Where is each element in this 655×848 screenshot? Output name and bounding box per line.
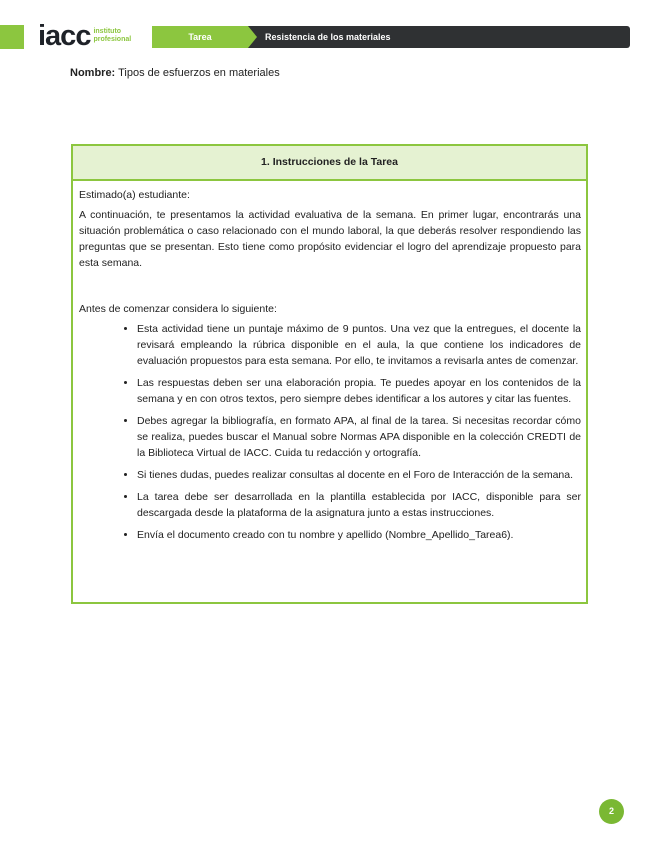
- list-item: • Debes agregar la bibliografía, en formato APA, al final de la tarea. Si necesitas recordar cómo se realiza, puedes buscar el Manual sobre Normas APA disponible en la colección CREDTI de la Biblioteca Virtual de IACC. Cuida tu redacción y ortografía.: [137, 413, 581, 461]
- nombre-label: Nombre:: [70, 67, 116, 79]
- logo-wordmark: iacc: [38, 20, 91, 52]
- list-item: • Esta actividad tiene un puntaje máximo de 9 puntos. Una vez que la entregues, el docente la revisará empleando la rúbrica disponible en el aula, la que contiene los indicadores de evaluación propuestos para esta semana. Por ello, te invitamos a revisarla antes de comenzar.: [137, 321, 581, 369]
- assignment-name: [70, 67, 280, 79]
- iacc-logo: [38, 22, 131, 50]
- intro-paragraph: A continuación, te presentamos la actividad evaluativa de la semana. En primer lugar, encontrarás una situación problemática o caso relacionado con el mundo laboral, la que deberás resolver respondiendo las preguntas que se presentan. Esto tiene como propósito evidenciar el logro del aprendizaje propuesto para esta semana.: [79, 209, 581, 269]
- instructions-box: [71, 144, 588, 604]
- list-item: • Las respuestas deben ser una elaboración propia. Te puedes apoyar en los contenidos de la semana y en con otros textos, pero siempre debes identificar a los autores y citar las fuentes.: [137, 375, 581, 407]
- course-title: Resistencia de los materiales: [265, 32, 391, 42]
- instructions-body: [73, 181, 586, 543]
- logo-sub-line-2: profesional: [93, 36, 132, 43]
- header-green-block: [0, 25, 24, 49]
- tab-arrow: [248, 26, 257, 48]
- logo-sub-line-1: instituto: [93, 28, 122, 35]
- instructions-title: 1. Instrucciones de la Tarea: [73, 146, 586, 181]
- list-item: • Si tienes dudas, puedes realizar consultas al docente en el Foro de Interacción de la semana.: [137, 467, 581, 483]
- list-item: • Envía el documento creado con tu nombre y apellido (Nombre_Apellido_Tarea6).: [137, 527, 581, 543]
- before-start: Antes de comenzar considera lo siguiente:: [79, 303, 277, 315]
- logo-subtitle: [93, 28, 131, 44]
- list-item: • La tarea debe ser desarrollada en la plantilla establecida por IACC, disponible para ser descargada desde la plataforma de la asignatura junto a estas instrucciones.: [137, 489, 581, 521]
- page-number: 2: [599, 799, 624, 824]
- greeting: Estimado(a) estudiante:: [79, 189, 190, 201]
- tab-tarea: Tarea: [152, 26, 248, 48]
- instructions-list: [79, 321, 581, 543]
- nombre-value: Tipos de esfuerzos en materiales: [118, 67, 280, 79]
